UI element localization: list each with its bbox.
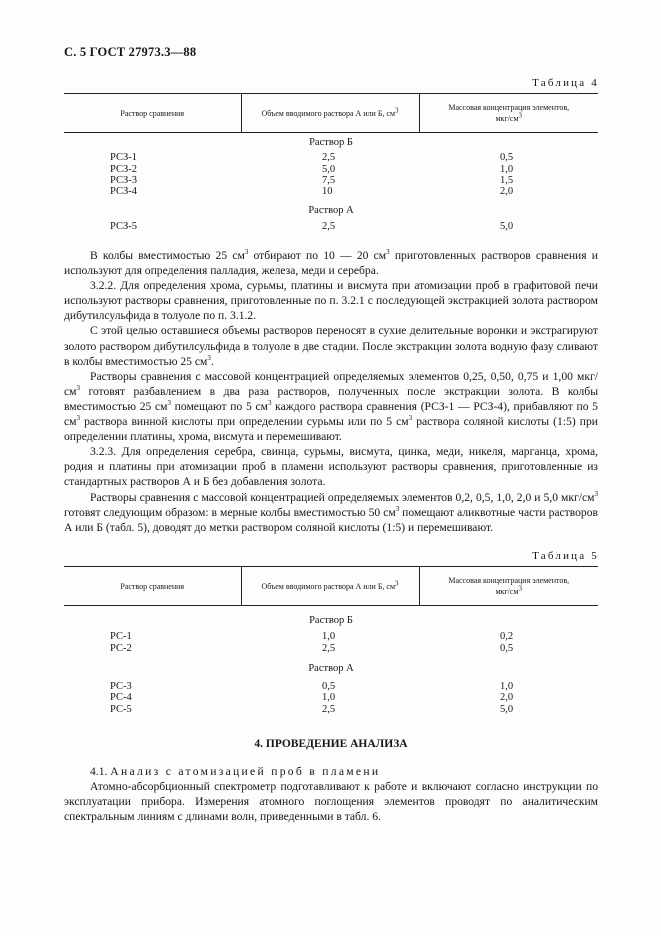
table5 — [64, 566, 598, 715]
paragraph: 3.2.3. Для определения серебра, свинца, сурьмы, висмута, цинка, меди, никеля, марганца, хрома, родия и платины при атомизации проб в пламени используют растворы сравнения, приготовленные из стандартных растворов А и Б без добавления золота. — [64, 445, 598, 489]
paragraph: 3.2.2. Для определения хрома, сурьмы, платины и висмута при атомизации проб в графитовой печи используют растворы сравнения, приготовленные по п. 3.2.1 с последующей экстракцией золота раствором дибутилсульфида в толуоле по п. 3.1.2. — [64, 279, 598, 323]
table5-header-row — [64, 567, 598, 606]
paragraph: С этой целью оставшиеся объемы растворов переносят в сухие делительные воронки и экстрагируют золото раствором дибутилсульфида в толуоле в две стадии. После экстракции золота водную фазу сливают в колбы вместимостью 25 $см^3$. — [64, 324, 598, 368]
table5-section-b: Раствор Б — [309, 615, 353, 626]
table5-col1-header: Раствор сравнения — [64, 567, 241, 606]
paragraph: Растворы сравнения с массовой концентрацией определяемых элементов 0,2, 0,5, 1,0, 2,0 и 5,0 мкг/$см^3$ готовят следующим образом: в мерные колбы вместимостью 50 $см^3$ помещают аликвотные части растворов А или Б (табл. 5), доводят до метки раствором соляной кислоты (1:5) и перемешивают. — [64, 489, 598, 534]
table-row: РСЗ-1 2,5 0,5 — [110, 152, 514, 164]
table5-col3-header: Массовая концентрация элементов, мкг/$см^3$ — [419, 567, 598, 606]
table4-col1-header: Раствор сравнения — [64, 94, 241, 133]
table5-col2-header: Объем вводимого раствора А или Б, $см^3$ — [241, 567, 419, 606]
table5-caption: Таблица 5 — [532, 550, 599, 562]
table4-header-row — [64, 94, 598, 133]
table-row: РС-4 1,0 2,0 — [110, 692, 514, 704]
table4 — [64, 93, 598, 232]
paragraph: Растворы сравнения с массовой концентрацией определяемых элементов 0,25, 0,50, 0,75 и 1,00 мкг/$см^3$ готовят разбавлением в два раза растворов, полученных после экстракции золота. В колбы вместимостью 25 $см^3$ помещают по 5 $см^3$ каждого раствора сравнения (РСЗ-1 — РСЗ-4), прибавляют по 5 $см^3$ раствора винной кислоты при определении сурьмы или по 5 $см^3$ раствора соляной кислоты (1:5) при определении платины, хрома, висмута и перемешивают. — [64, 369, 598, 444]
table4-caption: Таблица 4 — [532, 77, 599, 89]
subsection-heading: 4.1. Анализ с атомизацией проб в пламени — [90, 765, 381, 778]
page-header: С. 5 ГОСТ 27973.3—88 — [64, 45, 197, 59]
paragraph: В колбы вместимостью 25 $см^3$ отбирают по 10 — 20 $см^3$ приготовленных растворов сравнения и используют для определения палладия, железа, меди и серебра. — [64, 248, 598, 278]
table-row: РС-5 2,5 5,0 — [110, 703, 514, 715]
table-row: РСЗ-5 2,5 5,0 — [110, 220, 514, 232]
table-row: РС-1 1,0 0,2 — [110, 631, 514, 643]
table4-section-b: Раствор Б — [309, 137, 353, 148]
table-row: РСЗ-2 5,0 1,0 — [110, 163, 514, 175]
table-row: РСЗ-4 10 2,0 — [110, 186, 514, 198]
table4-col2-header: Объем вводимого раствора А или Б, $см^3$ — [241, 94, 419, 133]
table-row: РС-3 0,5 1,0 — [110, 681, 514, 693]
table4-section-a: Раствор А — [308, 205, 354, 217]
table5-section-a: Раствор А — [308, 662, 354, 674]
table-row: РС-2 2,5 0,5 — [110, 642, 514, 654]
table4-col3-header: Массовая концентрация элементов, мкг/$см^3$ — [419, 94, 598, 133]
table-row: РСЗ-3 7,5 1,5 — [110, 174, 514, 186]
paragraph: Атомно-абсорбционный спектрометр подготавливают к работе и включают согласно инструкции по эксплуатации прибора. Измерения атомного поглощения элементов проводят по аналитическим спектральным линиям с длинами волн, приведенными в табл. 6. — [64, 780, 598, 824]
section-title: 4. ПРОВЕДЕНИЕ АНАЛИЗА — [254, 738, 408, 750]
body-text-1 — [64, 248, 598, 535]
body-text-2 — [64, 764, 598, 824]
